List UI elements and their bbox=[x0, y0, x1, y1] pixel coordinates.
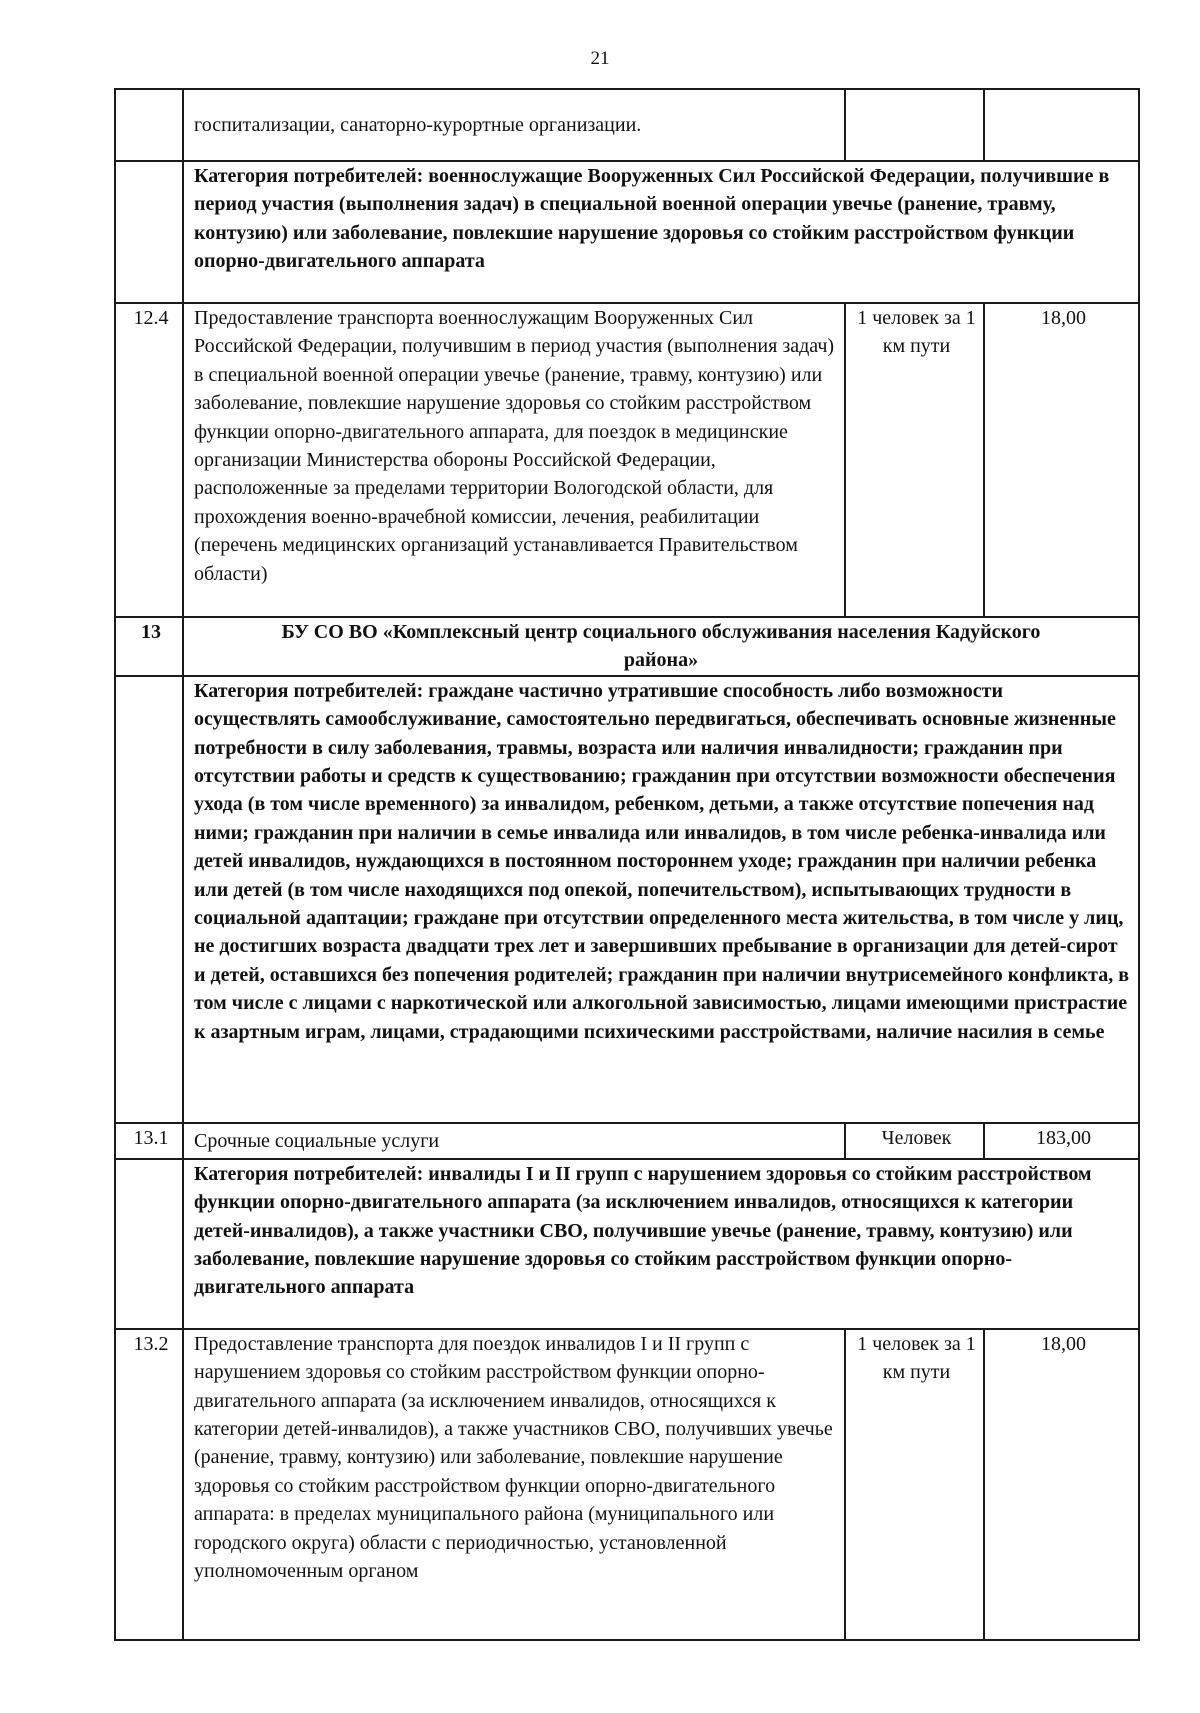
page-number: 21 bbox=[590, 48, 610, 69]
row-number bbox=[115, 676, 183, 1123]
unit-of-measure: 1 человек за 1 км пути bbox=[845, 303, 984, 617]
service-description: госпитализации, санаторно-курортные организации. bbox=[183, 89, 845, 161]
unit-of-measure bbox=[845, 89, 984, 161]
consumer-category: Категория потребителей: граждане частично утратившие способность либо возможности осуществлять самообслуживание, самостоятельно передвигаться, обеспечивать основные жизненные потребности в силу заболевания, травмы, возраста или наличия инвалидности; гражданин при отсутствии работы и средств к существованию; гражданин при отсутствии возможности обеспечения ухода (в том числе временного) за инвалидом, ребенком, детьми, а также отсутствие попечения над ними; гражданин при наличии в семье инвалида или инвалидов, в том числе ребенка-инвалида или детей инвалидов, нуждающихся в постоянном постороннем уходе; гражданин при наличии ребенка или детей (в том числе находящихся под опекой, попечительством), испытывающих трудности в социальной адаптации; граждане при отсутствии определенного места жительства, в том числе у лиц, не достигших возраста двадцати трех лет и завершивших пребывание в организации для детей-сирот и детей, оставшихся без попечения родителей; гражданин при наличии внутрисемейного конфликта, в том числе с лицами с наркотической или алкогольной зависимостью, лицами имеющими пристрастие к азартным играм, лицами, страдающими психическими расстройствами, наличие насилия в семье bbox=[183, 676, 1139, 1123]
category-row bbox=[115, 161, 1139, 303]
table-row bbox=[115, 1123, 1139, 1159]
table-row bbox=[115, 1329, 1139, 1640]
price: 18,00 bbox=[984, 1329, 1139, 1640]
table-row bbox=[115, 89, 1139, 161]
unit-of-measure: 1 человек за 1 км пути bbox=[845, 1329, 984, 1640]
row-number: 13.2 bbox=[115, 1329, 183, 1640]
price: 18,00 bbox=[984, 303, 1139, 617]
service-description: Срочные социальные услуги bbox=[183, 1123, 845, 1159]
row-number bbox=[115, 89, 183, 161]
price: 183,00 bbox=[984, 1123, 1139, 1159]
service-description: Предоставление транспорта для поездок инвалидов I и II групп с нарушением здоровья со стойким расстройством функции опорно-двигательного аппарата (за исключением инвалидов, относящихся к категории детей-инвалидов), а также участников СВО, получивших увечье (ранение, травму, контузию) или заболевание, повлекшие нарушение здоровья со стойким расстройством функции опорно-двигательного аппарата: в пределах муниципального района (муниципального или городского округа) области с периодичностью, установленной уполномоченным органом bbox=[183, 1329, 845, 1640]
table-row bbox=[115, 303, 1139, 617]
row-number: 13.1 bbox=[115, 1123, 183, 1159]
row-number bbox=[115, 1159, 183, 1329]
row-number: 12.4 bbox=[115, 303, 183, 617]
category-row bbox=[115, 1159, 1139, 1329]
organization-row bbox=[115, 617, 1139, 676]
category-row bbox=[115, 676, 1139, 1123]
organization-name: БУ СО ВО «Комплексный центр социального обслуживания населения Кадуйского района» bbox=[183, 617, 1139, 676]
price bbox=[984, 89, 1139, 161]
service-description: Предоставление транспорта военнослужащим Вооруженных Сил Российской Федерации, получившим в период участия (выполнения задач) в специальной военной операции увечье (ранение, травму, контузию) или заболевание, повлекшие нарушение здоровья со стойким расстройством функции опорно-двигательного аппарата, для поездок в медицинские организации Министерства обороны Российской Федерации, расположенные за пределами территории Вологодской области, для прохождения военно-врачебной комиссии, лечения, реабилитации (перечень медицинских организаций устанавливается Правительством области) bbox=[183, 303, 845, 617]
row-number bbox=[115, 161, 183, 303]
consumer-category: Категория потребителей: военнослужащие Вооруженных Сил Российской Федерации, получившие в период участия (выполнения задач) в специальной военной операции увечье (ранение, травму, контузию) или заболевание, повлекшие нарушение здоровья со стойким расстройством функции опорно-двигательного аппарата bbox=[183, 161, 1139, 303]
consumer-category: Категория потребителей: инвалиды I и II групп с нарушением здоровья со стойким расстройством функции опорно-двигательного аппарата (за исключением инвалидов, относящихся к категории детей-инвалидов), а также участники СВО, получившие увечье (ранение, травму, контузию) или заболевание, повлекшие нарушение здоровья со стойким расстройством функции опорно-двигательного аппарата bbox=[183, 1159, 1139, 1329]
row-number: 13 bbox=[115, 617, 183, 676]
tariff-table bbox=[114, 88, 1140, 1641]
unit-of-measure: Человек bbox=[845, 1123, 984, 1159]
